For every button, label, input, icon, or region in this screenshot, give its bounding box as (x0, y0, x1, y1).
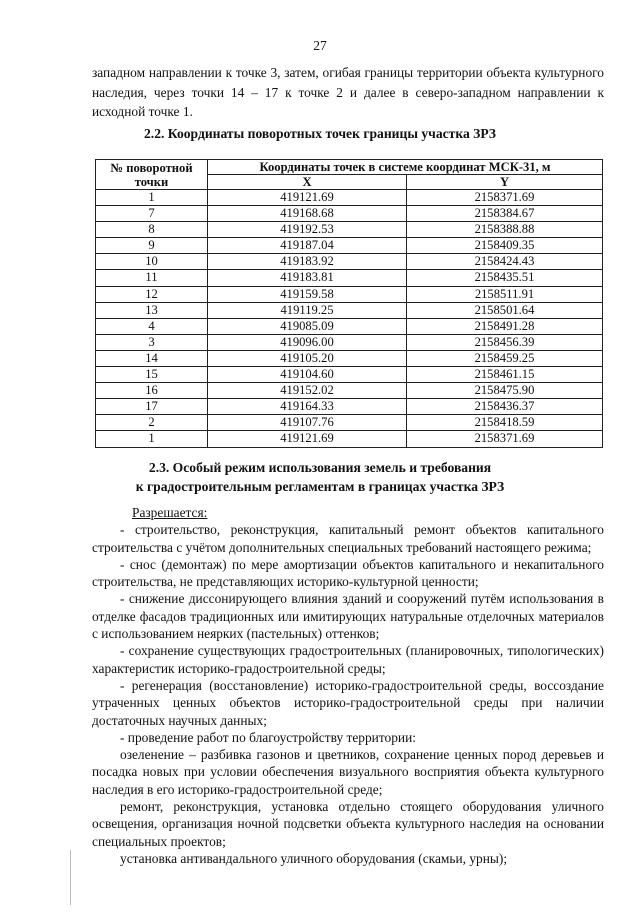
table-row (96, 238, 603, 254)
y-cell: 2158461.15 (407, 367, 603, 383)
table-row (96, 399, 603, 415)
point-cell: 14 (96, 350, 208, 366)
x-cell: 419096.00 (208, 334, 407, 350)
point-cell: 2 (96, 415, 208, 431)
x-cell: 419192.53 (208, 222, 407, 238)
y-cell: 2158475.90 (407, 383, 603, 399)
col-header-coords: Координаты точек в системе координат МСК-31, м (208, 160, 603, 175)
point-cell: 12 (96, 286, 208, 302)
intro-paragraph (92, 63, 604, 122)
y-cell: 2158384.67 (407, 206, 603, 222)
x-cell: 419121.69 (208, 431, 407, 447)
y-cell: 2158424.43 (407, 254, 603, 270)
list-item: ремонт, реконструкция, установка отдельно стоящего оборудования уличного освещения, организация ночной подсветки объекта культурного наследия на основании специальных проектов; (92, 799, 604, 849)
table-row (96, 206, 603, 222)
table-row (96, 383, 603, 399)
point-cell: 17 (96, 399, 208, 415)
table-row (96, 334, 603, 350)
y-cell: 2158436.37 (407, 399, 603, 415)
col-header-x: X (208, 175, 407, 190)
table-row (96, 286, 603, 302)
x-cell: 419152.02 (208, 383, 407, 399)
table-row (96, 302, 603, 318)
x-cell: 419104.60 (208, 367, 407, 383)
y-cell: 2158456.39 (407, 334, 603, 350)
point-cell: 4 (96, 318, 208, 334)
list-item: - регенерация (восстановление) историко-градостроительной среды, воссоздание утраченных ценных объектов историко-градостроительной среды при наличии достаточных научных данных; (92, 677, 604, 728)
x-cell: 419121.69 (208, 190, 407, 206)
table-row (96, 415, 603, 431)
list-item: установка антивандального уличного оборудования (скамьи, урны); (120, 850, 508, 866)
y-cell: 2158371.69 (407, 431, 603, 447)
point-cell: 11 (96, 270, 208, 286)
x-cell: 419164.33 (208, 399, 407, 415)
x-cell: 419187.04 (208, 238, 407, 254)
page-number: 27 (313, 38, 327, 53)
x-cell: 419183.81 (208, 270, 407, 286)
table-row (96, 190, 603, 206)
point-cell: 13 (96, 302, 208, 318)
point-cell: 3 (96, 334, 208, 350)
y-cell: 2158501.64 (407, 302, 603, 318)
table-row (96, 254, 603, 270)
y-cell: 2158491.28 (407, 318, 603, 334)
x-cell: 419105.20 (208, 350, 407, 366)
table-row (96, 350, 603, 366)
list-item: - строительство, реконструкция, капитальный ремонт объектов капитального строительства с учётом дополнительных специальных требований настоящего режима; (92, 522, 604, 555)
col-header-point: № поворотной точки (96, 160, 208, 190)
list-item: - снос (демонтаж) по мере амортизации объектов капитального и некапитального строительства, не представляющих историко-культурной ценности; (92, 556, 604, 590)
point-cell: 9 (96, 238, 208, 254)
y-cell: 2158388.88 (407, 222, 603, 238)
table-row (96, 367, 603, 383)
point-cell: 10 (96, 254, 208, 270)
point-cell: 16 (96, 383, 208, 399)
section-2-3-heading (0, 458, 640, 496)
y-cell: 2158409.35 (407, 238, 603, 254)
table-row (96, 222, 603, 238)
x-cell: 419107.76 (208, 415, 407, 431)
y-cell: 2158459.25 (407, 350, 603, 366)
point-cell: 8 (96, 222, 208, 238)
x-cell: 419119.25 (208, 302, 407, 318)
list-item: - сохранение существующих градостроительных (планировочных, типологических) характеристик историко-градостроительной среды; (92, 643, 604, 676)
table-row (96, 318, 603, 334)
regulations-body (92, 504, 604, 867)
x-cell: 419085.09 (208, 318, 407, 334)
x-cell: 419159.58 (208, 286, 407, 302)
table-row (96, 431, 603, 447)
section-2-3-heading-line1: 2.3. Особый режим использования земель и требования (148, 460, 492, 475)
list-item: - проведение работ по благоустройству территории: (120, 729, 416, 745)
list-item: озеленение – разбивка газонов и цветников, сохранение ценных пород деревьев и посадка новых при условии обеспечения визуального восприятия объекта культурного наследия в его историко-градостроительной среде; (92, 747, 604, 797)
section-2-2-heading: 2.2. Координаты поворотных точек границы участка ЗРЗ (144, 126, 496, 141)
x-cell: 419168.68 (208, 206, 407, 222)
point-cell: 1 (96, 431, 208, 447)
point-cell: 7 (96, 206, 208, 222)
intro-text: западном направлении к точке 3, затем, огибая границы территории объекта культурного наследия, через точки 14 – 17 к точке 2 и далее в северо-западном направлении к исходной точке 1. (92, 65, 604, 119)
coordinates-table (95, 159, 603, 448)
x-cell: 419183.92 (208, 254, 407, 270)
y-cell: 2158435.51 (407, 270, 603, 286)
scan-margin-mark (70, 850, 71, 905)
y-cell: 2158511.91 (407, 286, 603, 302)
y-cell: 2158418.59 (407, 415, 603, 431)
allowed-label: Разрешается: (132, 505, 208, 520)
list-item: - снижение диссонирующего влияния зданий и сооружений путём использования в отделке фасадов традиционных или имитирующих натуральные отделочных материалов с использованием неярких (пастельных) оттенков; (92, 591, 604, 642)
coordinates-rows (96, 190, 603, 448)
col-header-y: Y (407, 175, 603, 190)
section-2-3-heading-line2: к градостроительным регламентам в границах участка ЗРЗ (135, 479, 505, 494)
table-row (96, 270, 603, 286)
point-cell: 15 (96, 367, 208, 383)
point-cell: 1 (96, 190, 208, 206)
y-cell: 2158371.69 (407, 190, 603, 206)
